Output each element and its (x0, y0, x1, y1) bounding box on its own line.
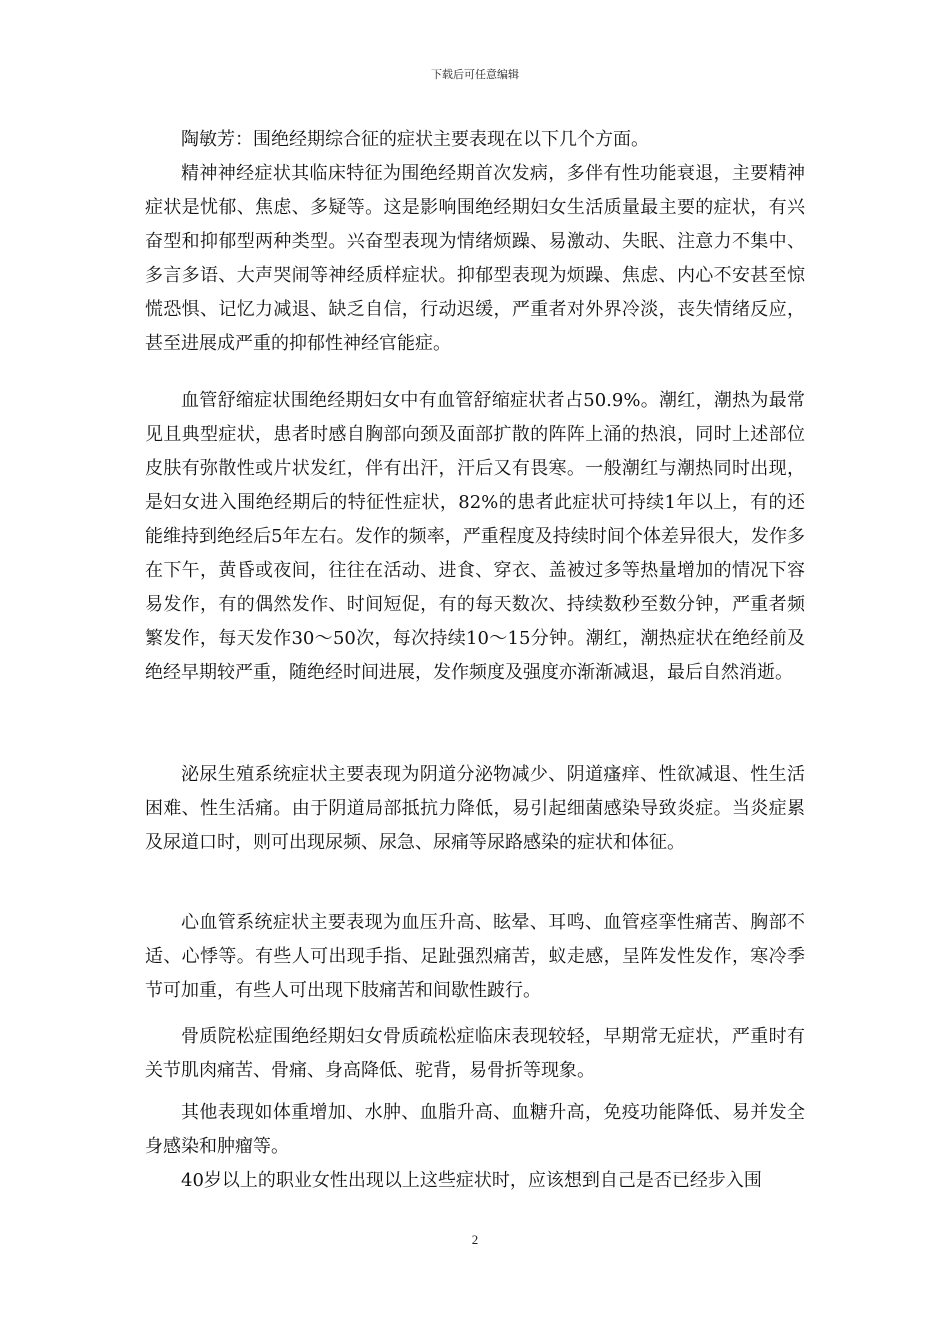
paragraph-intro: 陶敏芳：围绝经期综合征的症状主要表现在以下几个方面。 (181, 129, 649, 150)
paragraph-mental-symptoms: 精神神经症状其临床特征为围绝经期首次发病，多伴有性功能衰退，主要精神症状是忧郁、焦虑、多疑等。这是影响围绝经期妇女生活质量最主要的症状，有兴奋型和抑郁型两种类型。兴奋型表现为情绪烦躁、易激动、失眠、注意力不集中、多言多语、大声哭闹等神经质样症状。抑郁型表现为烦躁、焦虑、内心不安甚至惊慌恐惧、记忆力减退、缺乏自信，行动迟缓，严重者对外界冷淡，丧失情绪反应，甚至进展成严重的抑郁性神经官能症。 (145, 163, 805, 354)
paragraph-urogenital-symptoms: 泌尿生殖系统症状主要表现为阴道分泌物减少、阴道瘙痒、性欲减退、性生活困难、性生活痛。由于阴道局部抵抗力降低，易引起细菌感染导致炎症。当炎症累及尿道口时，则可出现尿频、尿急、尿痛等尿路感染的症状和体征。 (145, 764, 805, 853)
paragraph-cardiovascular-symptoms: 心血管系统症状主要表现为血压升高、眩晕、耳鸣、血管痉挛性痛苦、胸部不适、心悸等。有些人可出现手指、足趾强烈痛苦，蚁走感，呈阵发性发作，寒冷季节可加重，有些人可出现下肢痛苦和间歇性跛行。 (145, 912, 805, 1001)
paragraph-vasomotor-symptoms: 血管舒缩症状围绝经期妇女中有血管舒缩症状者占50.9%。潮红，潮热为最常见且典型症状，患者时感自胸部向颈及面部扩散的阵阵上涌的热浪，同时上述部位皮肤有弥散性或片状发红，伴有出汗，汗后又有畏寒。一般潮红与潮热同时出现，是妇女进入围绝经期后的特征性症状，82%的患者此症状可持续1年以上，有的还能维持到绝经后5年左右。发作的频率，严重程度及持续时间个体差异很大，发作多在下午，黄昏或夜间，往往在活动、进食、穿衣、盖被过多等热量增加的情况下容易发作，有的偶然发作、时间短促，有的每天数次、持续数秒至数分钟，严重者频繁发作，每天发作30～50次，每次持续10～15分钟。潮红，潮热症状在绝经前及绝经早期较严重，随绝经时间进展，发作频度及强度亦渐渐减退，最后自然消逝。 (145, 390, 805, 683)
paragraph-closing: 40岁以上的职业女性出现以上这些症状时，应该想到自己是否已经步入围 (181, 1170, 762, 1191)
paragraph-osteoporosis: 骨质院松症围绝经期妇女骨质疏松症临床表现较轻，早期常无症状，严重时有关节肌肉痛苦、骨痛、身高降低、驼背，易骨折等现象。 (145, 1026, 805, 1081)
paragraph-other-symptoms: 其他表现如体重增加、水肿、血脂升高、血糖升高，免疫功能降低、易并发全身感染和肿瘤等。 (145, 1102, 805, 1157)
page-header: 下载后可任意编辑 (431, 68, 519, 81)
page-number: 2 (471, 1232, 479, 1247)
